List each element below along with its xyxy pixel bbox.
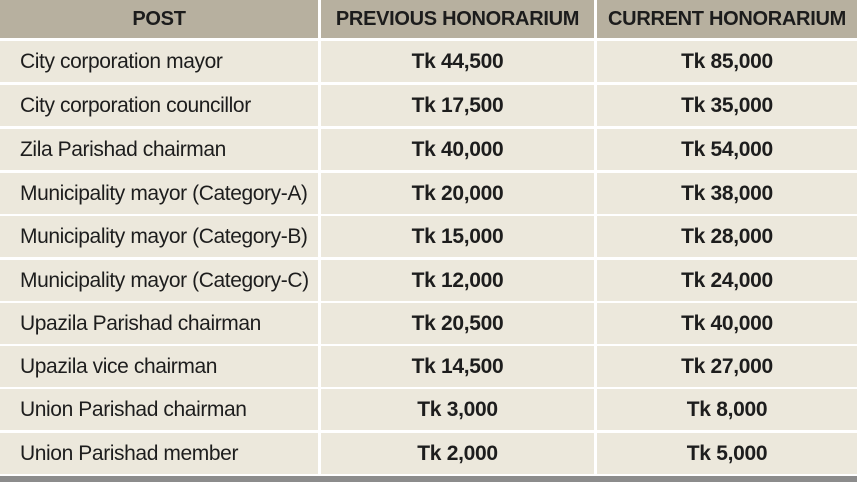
current-honorarium-cell: Tk 54,000 [597,129,857,170]
post-cell: City corporation mayor [0,41,318,82]
header-previous-honorarium: PREVIOUS HONORARIUM [321,0,594,38]
table-row [0,173,857,214]
previous-honorarium-cell: Tk 40,000 [321,129,594,170]
table-row [0,129,857,170]
previous-honorarium-cell: Tk 12,000 [321,260,594,301]
post-cell: City corporation councillor [0,85,318,126]
table-row [0,216,857,257]
previous-honorarium-cell: Tk 15,000 [321,216,594,257]
header-post: POST [0,0,318,38]
post-cell: Union Parishad chairman [0,389,318,430]
table-row [0,433,857,474]
previous-honorarium-cell: Tk 3,000 [321,389,594,430]
post-cell: Upazila Parishad chairman [0,303,318,344]
previous-honorarium-cell: Tk 44,500 [321,41,594,82]
post-cell: Zila Parishad chairman [0,129,318,170]
current-honorarium-cell: Tk 8,000 [597,389,857,430]
current-honorarium-cell: Tk 85,000 [597,41,857,82]
table-row [0,303,857,344]
current-honorarium-cell: Tk 27,000 [597,346,857,387]
table-row [0,41,857,82]
previous-honorarium-cell: Tk 17,500 [321,85,594,126]
post-cell: Union Parishad member [0,433,318,474]
previous-honorarium-cell: Tk 14,500 [321,346,594,387]
previous-honorarium-cell: Tk 20,500 [321,303,594,344]
post-cell: Upazila vice chairman [0,346,318,387]
table-row [0,346,857,387]
current-honorarium-cell: Tk 24,000 [597,260,857,301]
previous-honorarium-cell: Tk 2,000 [321,433,594,474]
table-row [0,85,857,126]
post-cell: Municipality mayor (Category-B) [0,216,318,257]
header-current-honorarium: CURRENT HONORARIUM [597,0,857,38]
current-honorarium-cell: Tk 38,000 [597,173,857,214]
table-row [0,260,857,301]
table-header [0,0,857,38]
current-honorarium-cell: Tk 35,000 [597,85,857,126]
current-honorarium-cell: Tk 28,000 [597,216,857,257]
previous-honorarium-cell: Tk 20,000 [321,173,594,214]
table-row [0,389,857,430]
post-cell: Municipality mayor (Category-A) [0,173,318,214]
bottom-divider [0,476,857,482]
post-cell: Municipality mayor (Category-C) [0,260,318,301]
current-honorarium-cell: Tk 5,000 [597,433,857,474]
current-honorarium-cell: Tk 40,000 [597,303,857,344]
